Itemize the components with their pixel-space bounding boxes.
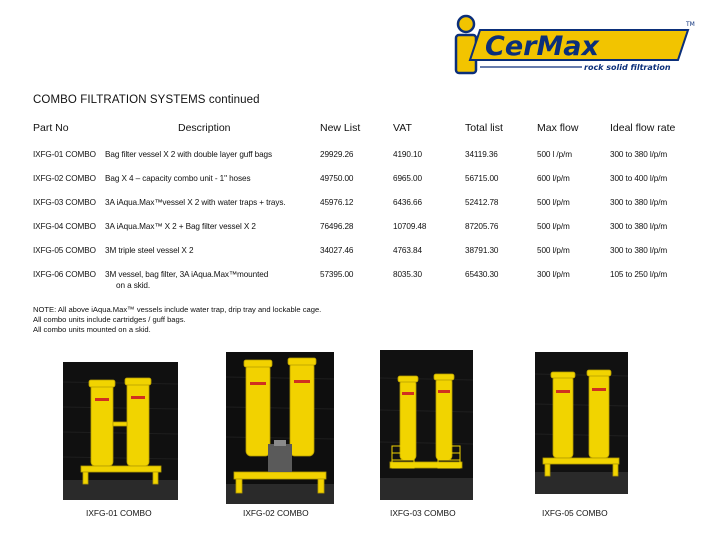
icermax-logo (440, 10, 700, 80)
cell-total-list: 34119.36 (465, 150, 498, 159)
product-photo-ixfg-01 (63, 362, 178, 500)
cell-max-flow: 500 l/p/m (537, 246, 570, 255)
cell-ideal-flow: 300 to 380 l/p/m (610, 198, 668, 207)
cell-description: 3A iAqua.Max™ X 2 + Bag filter vessel X 2 (105, 222, 256, 231)
cell-max-flow: 500 l/p/m (537, 222, 570, 231)
page-heading: COMBO FILTRATION SYSTEMS continued (33, 94, 260, 106)
cell-ideal-flow: 300 to 380 l/p/m (610, 222, 668, 231)
photo-caption-ixfg-05: IXFG-05 COMBO (542, 508, 608, 518)
note-line: All combo units include cartridges / guff bags. (33, 315, 186, 324)
cell-new-list: 29929.26 (320, 150, 354, 159)
cell-ideal-flow: 300 to 380 l/p/m (610, 246, 668, 255)
cell-part-no: IXFG-03 COMBO (33, 198, 96, 207)
cell-ideal-flow: 300 to 400 l/p/m (610, 174, 668, 183)
cell-new-list: 45976.12 (320, 198, 354, 207)
note-line: NOTE: All above iAqua.Max™ vessels include water trap, drip tray and lockable cage. (33, 305, 322, 314)
col-header-total-list: Total list (465, 122, 503, 134)
cell-part-no: IXFG-01 COMBO (33, 150, 96, 159)
logo-trademark: TM (686, 21, 695, 28)
cell-vat: 4190.10 (393, 150, 422, 159)
cell-description: Bag filter vessel X 2 with double layer guff bags (105, 150, 272, 159)
photo-caption-ixfg-03: IXFG-03 COMBO (390, 508, 456, 518)
logo-wordmark: CerMax (485, 31, 599, 62)
cell-new-list: 76496.28 (320, 222, 354, 231)
col-header-vat: VAT (393, 122, 412, 134)
cell-max-flow: 600 l/p/m (537, 174, 570, 183)
cell-part-no: IXFG-06 COMBO (33, 270, 96, 279)
photo-caption-ixfg-01: IXFG-01 COMBO (86, 508, 152, 518)
product-photo-ixfg-02 (226, 352, 334, 504)
photo-caption-ixfg-02: IXFG-02 COMBO (243, 508, 309, 518)
cell-part-no: IXFG-02 COMBO (33, 174, 96, 183)
col-header-description: Description (178, 122, 231, 134)
cell-new-list: 34027.46 (320, 246, 354, 255)
notes-block (33, 305, 321, 335)
cell-max-flow: 300 l/p/m (537, 270, 570, 279)
cell-description: 3M vessel, bag filter, 3A iAqua.Max™mounted (105, 270, 269, 279)
cell-description: 3M triple steel vessel X 2 (105, 246, 194, 255)
cell-ideal-flow: 105 to 250 l/p/m (610, 270, 668, 279)
cell-vat: 4763.84 (393, 246, 422, 255)
cell-total-list: 38791.30 (465, 246, 499, 255)
cell-total-list: 56715.00 (465, 174, 499, 183)
cell-max-flow: 500 l /p/m (537, 150, 572, 159)
cell-vat: 6965.00 (393, 174, 422, 183)
cell-description: 3A iAqua.Max™vessel X 2 with water traps + trays. (105, 198, 286, 207)
cell-vat: 6436.66 (393, 198, 422, 207)
cell-part-no: IXFG-05 COMBO (33, 246, 96, 255)
cell-vat: 10709.48 (393, 222, 427, 231)
cell-total-list: 87205.76 (465, 222, 499, 231)
cell-total-list: 65430.30 (465, 270, 499, 279)
col-header-new-list: New List (320, 122, 361, 134)
cell-part-no: IXFG-04 COMBO (33, 222, 96, 231)
col-header-max-flow: Max flow (537, 122, 579, 134)
cell-vat: 8035.30 (393, 270, 422, 279)
cell-description: Bag X 4 – capacity combo unit - 1" hoses (105, 174, 251, 183)
product-photo-ixfg-03 (380, 350, 473, 500)
cell-total-list: 52412.78 (465, 198, 499, 207)
cell-new-list: 49750.00 (320, 174, 354, 183)
cell-new-list: 57395.00 (320, 270, 354, 279)
col-header-part-no: Part No (33, 122, 69, 134)
product-photo-ixfg-05 (535, 352, 628, 494)
logo-tagline: rock solid filtration (584, 63, 671, 72)
col-header-ideal-flow: Ideal flow rate (610, 122, 676, 134)
cell-ideal-flow: 300 to 380 l/p/m (610, 150, 668, 159)
cell-max-flow: 500 l/p/m (537, 198, 570, 207)
note-line: All combo units mounted on a skid. (33, 325, 151, 334)
cell-description-cont: on a skid. (116, 281, 151, 290)
